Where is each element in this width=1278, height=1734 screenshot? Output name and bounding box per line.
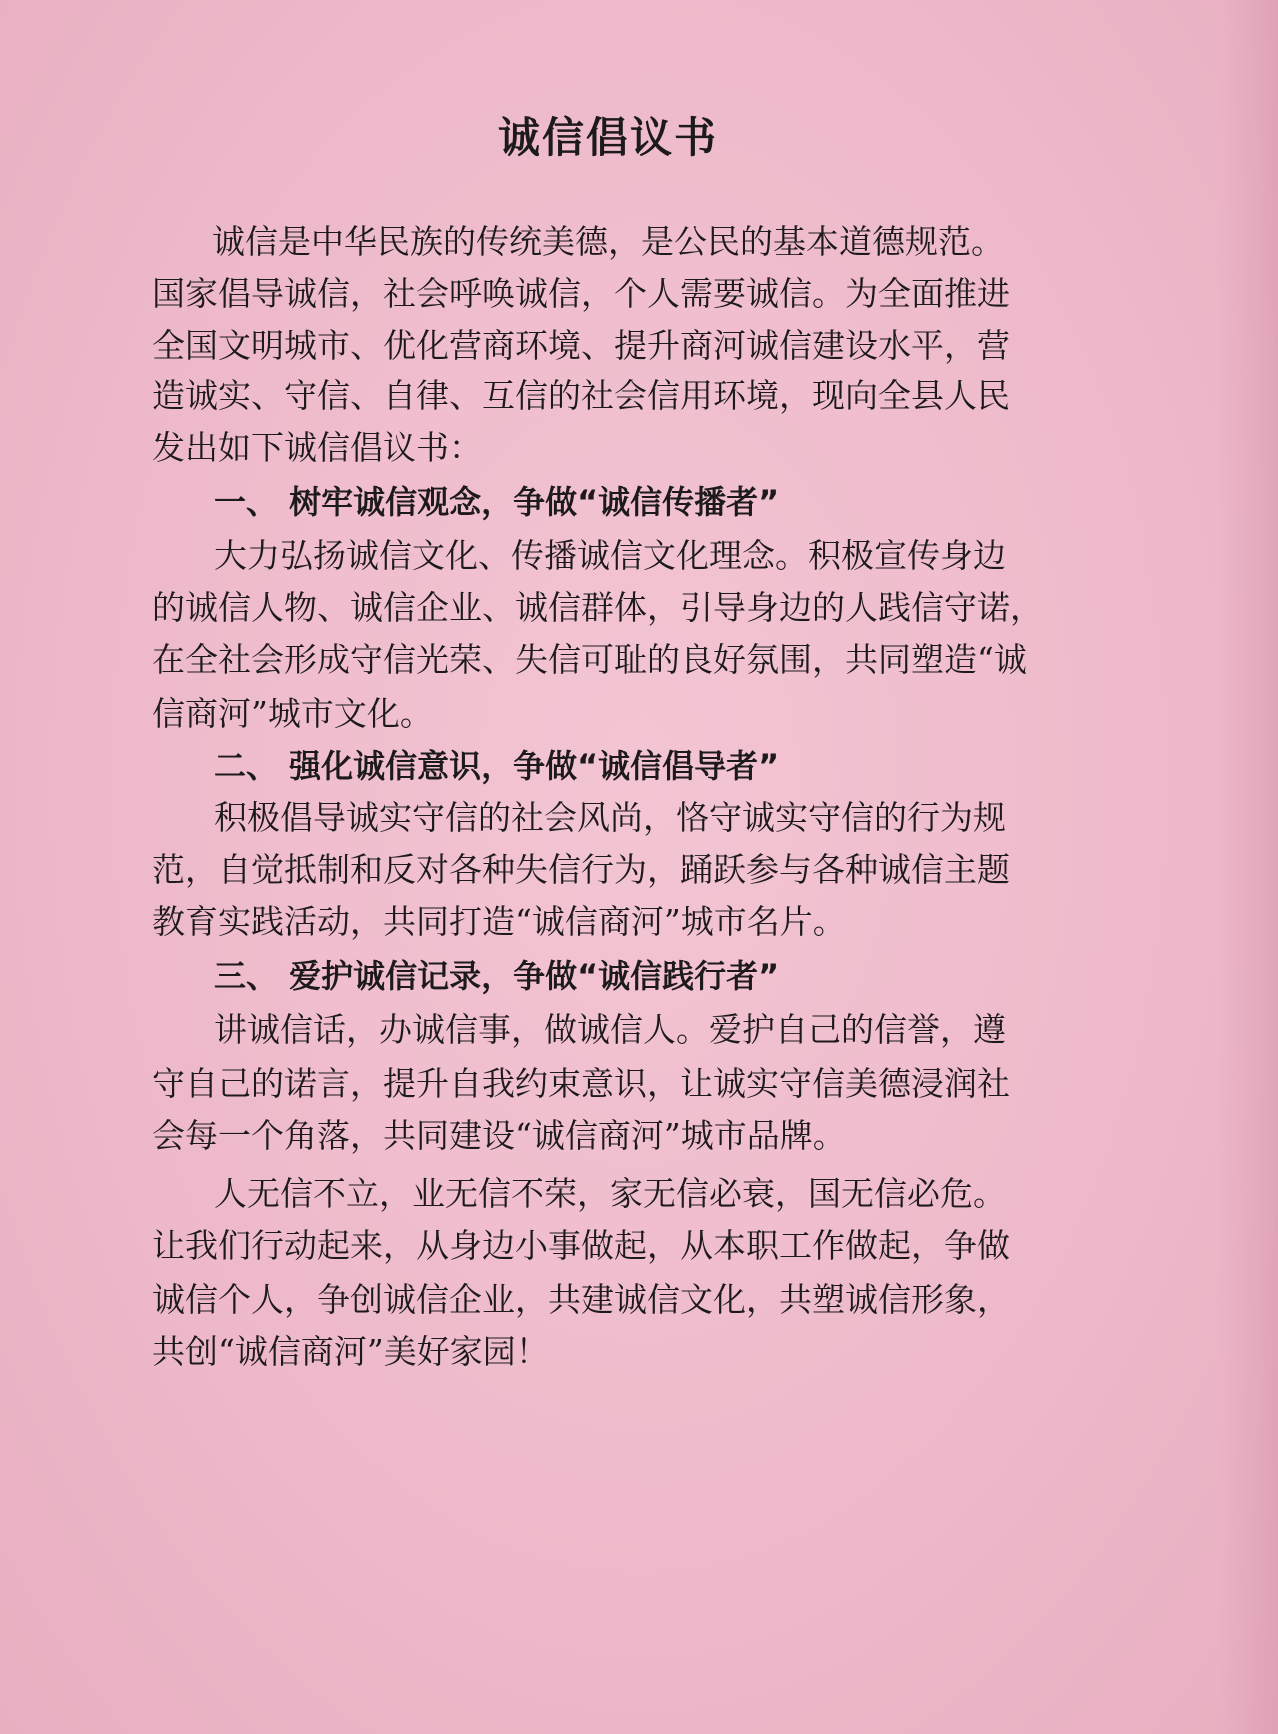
document-title: 诚信倡议书 — [497, 113, 718, 162]
body-line-4: 造诚实、守信、自律、互信的社会信用环境，现向全县人民 — [152, 376, 1010, 415]
section-heading-3: 三、 爱护诚信记录，争做“诚信践行者” — [214, 957, 780, 995]
body-line-22: 共创“诚信商河”美好家园！ — [152, 1332, 549, 1371]
body-line-17: 守自己的诺言，提升自我约束意识，让诚实守信美德浸润社 — [152, 1064, 1010, 1103]
body-line-3: 全国文明城市、优化营商环境、提升商河诚信建设水平，营 — [152, 326, 1010, 365]
body-line-19: 人无信不立，业无信不荣，家无信必衰，国无信必危。 — [214, 1174, 1006, 1213]
body-line-9: 在全社会形成守信光荣、失信可耻的良好氛围，共同塑造“诚 — [152, 640, 1027, 679]
body-line-5: 发出如下诚信倡议书： — [152, 428, 482, 467]
body-line-10: 信商河”城市文化。 — [152, 694, 433, 733]
body-line-8: 的诚信人物、诚信企业、诚信群体，引导身边的人践信守诺， — [152, 588, 1043, 627]
body-line-2: 国家倡导诚信，社会呼唤诚信，个人需要诚信。为全面推进 — [152, 274, 1010, 313]
section-heading-1: 一、 树牢诚信观念，争做“诚信传播者” — [214, 483, 780, 521]
body-line-1: 诚信是中华民族的传统美德，是公民的基本道德规范。 — [212, 222, 1004, 261]
body-line-12: 积极倡导诚实守信的社会风尚，恪守诚实守信的行为规 — [214, 798, 1006, 837]
body-line-13: 范，自觉抵制和反对各种失信行为，踊跃参与各种诚信主题 — [152, 850, 1010, 889]
body-line-20: 让我们行动起来，从身边小事做起，从本职工作做起，争做 — [152, 1226, 1010, 1265]
body-line-21: 诚信个人，争创诚信企业，共建诚信文化，共塑诚信形象， — [152, 1280, 1010, 1319]
body-line-7: 大力弘扬诚信文化、传播诚信文化理念。积极宣传身边 — [214, 536, 1006, 575]
section-heading-2: 二、 强化诚信意识，争做“诚信倡导者” — [214, 747, 780, 785]
body-line-14: 教育实践活动，共同打造“诚信商河”城市名片。 — [152, 902, 846, 941]
paper-edge-shadow — [1218, 0, 1278, 1734]
body-line-18: 会每一个角落，共同建设“诚信商河”城市品牌。 — [152, 1116, 846, 1155]
body-line-16: 讲诚信话，办诚信事，做诚信人。爱护自己的信誉，遵 — [214, 1010, 1006, 1049]
